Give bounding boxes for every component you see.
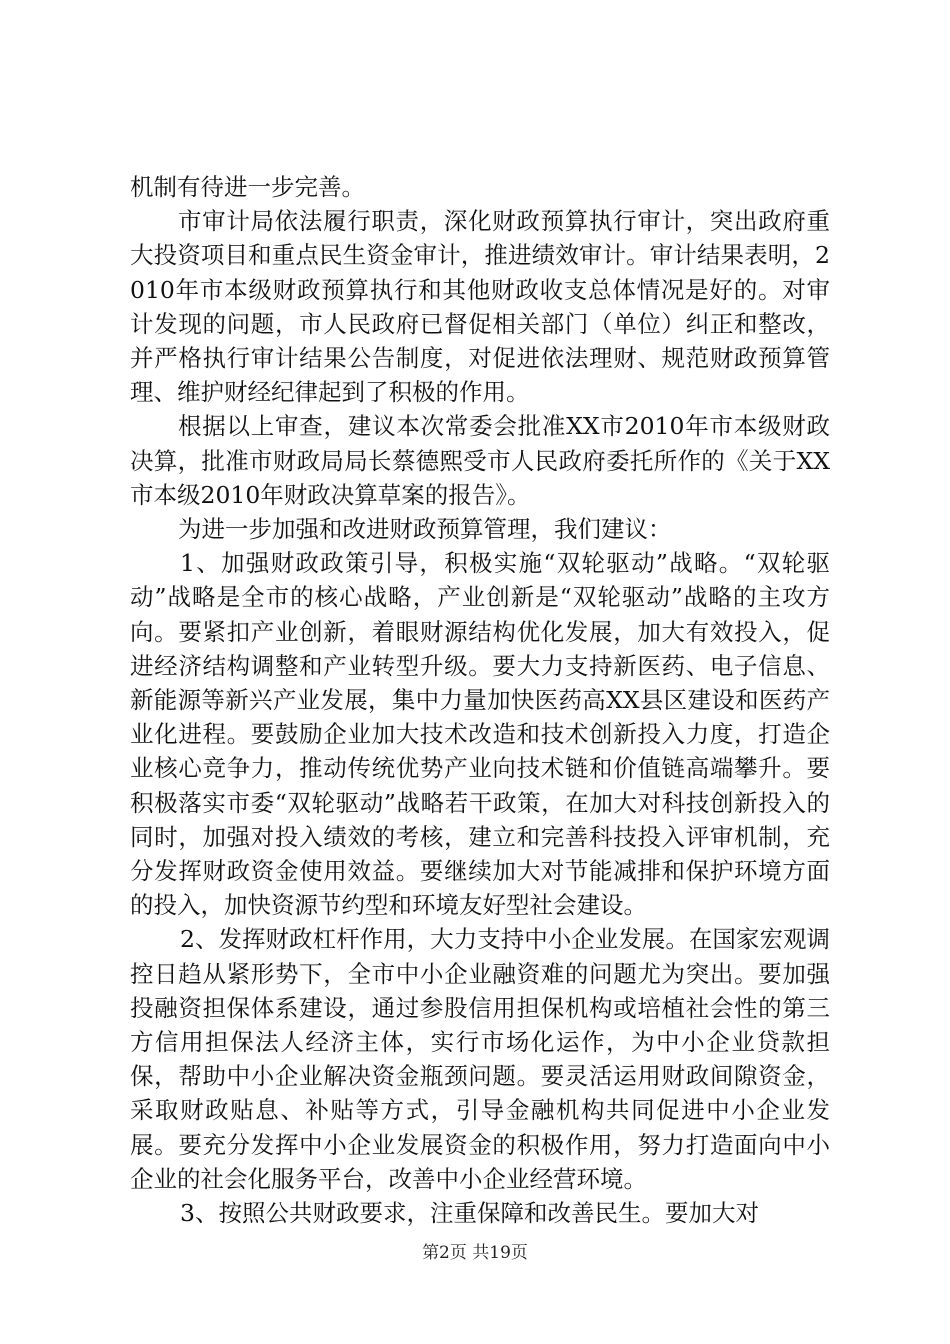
paragraph-suggestion-intro: 为进一步加强和改进财政预算管理，我们建议： bbox=[178, 515, 672, 544]
paragraph-suggestion-2: 2、发挥财政杠杆作用，大力支持中小企业发展。在国家宏观调控日趋从紧形势下，全市中小企业融资难的问题尤为突出。要加强投融资担保体系建设，通过参股信用担保机构或培植社会性的第三方信用担保法人经济主体，实行市场化运作，为中小企业贷款担保，帮助中小企业解决资金瓶颈问题。要灵活运用财政间隙资金，采取财政贴息、补贴等方式，引导金融机构共同促进中小企业发展。要充分发挥中小企业发展资金的积极作用，努力打造面向中小企业的社会化服务平台，改善中小企业经营环境。 bbox=[130, 925, 830, 1193]
paragraph-suggestion-3: 3、按照公共财政要求，注重保障和改善民生。要加大对 bbox=[180, 1199, 759, 1228]
paragraph-suggestion-1: 1、加强财政政策引导，积极实施“双轮驱动”战略。“双轮驱动”战略是全市的核心战略，产业创新是“双轮驱动”战略的主攻方向。要紧扣产业创新，着眼财源结构优化发展，加大有效投入，促进经济结构调整和产业转型升级。要大力支持新医药、电子信息、新能源等新兴产业发展，集中力量加快医药高XX县区建设和医药产业化进程。要鼓励企业加大技术改造和技术创新投入力度，打造企业核心竞争力，推动传统优势产业向技术链和价值链高端攀升。要积极落实市委“双轮驱动”战略若干政策，在加大对科技创新投入的同时，加强对投入绩效的考核，建立和完善科技投入评审机制，充分发挥财政资金使用效益。要继续加大对节能减排和保护环境方面的投入，加快资源节约型和环境友好型社会建设。 bbox=[130, 549, 830, 920]
page-number-footer: 第2页 共19页 bbox=[422, 1243, 528, 1263]
paragraph-approval: 根据以上审查，建议本次常委会批准XX市2010年市本级财政决算，批准市财政局局长蔡德熙受市人民政府委托所作的《关于XX市本级2010年财政决算草案的报告》。 bbox=[130, 412, 830, 509]
paragraph-continuation: 机制有待进一步完善。 bbox=[130, 173, 365, 201]
paragraph-audit: 市审计局依法履行职责，深化财政预算执行审计，突出政府重大投资项目和重点民生资金审计，推进绩效审计。审计结果表明，2010年市本级财政预算执行和其他财政收支总体情况是好的。对审计发现的问题，市人民政府已督促相关部门（单位）纠正和整改，并严格执行审计结果公告制度，对促进依法理财、规范财政预算管理、维护财经纪律起到了积极的作用。 bbox=[130, 207, 830, 407]
document-body bbox=[130, 170, 830, 1230]
